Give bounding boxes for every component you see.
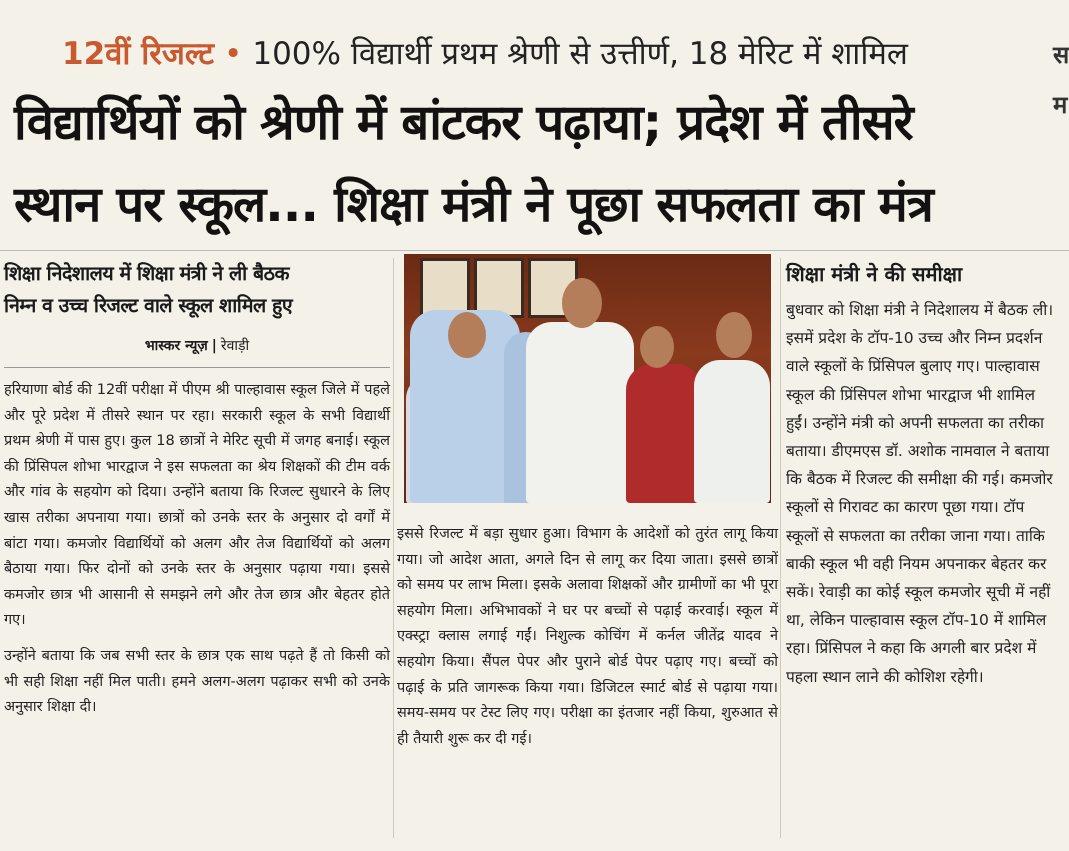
left-column: [4, 258, 390, 731]
photo-head-6: [716, 312, 752, 358]
edge-letter-1: स: [1053, 41, 1069, 69]
photo-person-6: [694, 360, 770, 503]
subhead-2: निम्न व उच्च रिजल्ट वाले स्कूल शामिल हुए: [4, 294, 293, 317]
left-paragraph-1: हरियाणा बोर्ड की 12वीं परीक्षा में पीएम श्री पाल्हावास स्कूल जिले में पहले और पूरे प्रदेश में तीसरे स्थान पर रहा। सरकारी स्कूल के सभी विद्यार्थी प्रथम श्रेणी में पास हुए। कुल 18 छात्रों ने मेरिट सूची में जगह बनाई। स्कूल की प्रिंसिपल शोभा भारद्वाज ने इस सफलता का श्रेय शिक्षकों की टीम वर्क और गांव के सहयोग को दिया। उन्होंने बताया कि रिजल्ट सुधारने के लिए खास तरीका अपनाया गया। छात्रों को उनके स्तर के अनुसार दो वर्गों में बांटा गया। कमजोर विद्यार्थियों को अलग और तेज विद्यार्थियों को अलग बैठाया गया। फिर दोनों को उनके स्तर के अनुसार पढ़ाया गया। इससे कमजोर छात्र भी आसानी से समझने लगे और तेज छात्र और बेहतर होते गए।: [4, 382, 390, 629]
right-column-title: शिक्षा मंत्री ने की समीक्षा: [786, 262, 963, 286]
kicker-tag: 12वीं रिजल्ट: [62, 36, 215, 72]
left-body: [4, 378, 390, 721]
adjacent-article-edge: [1053, 30, 1069, 130]
byline: [4, 336, 390, 355]
column-divider-left: [393, 258, 394, 838]
byline-place: रेवाड़ी: [220, 338, 250, 354]
kicker-line: [62, 28, 1022, 80]
column-divider-right: [780, 258, 781, 838]
portrait-frame-1: [420, 258, 470, 318]
byline-separator: |: [211, 338, 217, 354]
byline-rule: [4, 367, 390, 368]
news-photo: [404, 254, 771, 503]
edge-letter-2: म: [1053, 91, 1068, 119]
subhead-1: शिक्षा निदेशालय में शिक्षा मंत्री ने ली बैठक: [4, 262, 289, 285]
photo-head-5: [640, 326, 674, 368]
headline: [14, 82, 1054, 246]
photo-person-4: [526, 322, 634, 503]
kicker-bullet: •: [224, 36, 243, 72]
top-divider: [0, 250, 1069, 251]
right-column-body: बुधवार को शिक्षा मंत्री ने निदेशालय में बैठक ली। इसमें प्रदेश के टॉप-10 उच्च और निम्न प्रदर्शन वाले स्कूलों के प्रिंसिपल बुलाए गए। पाल्हावास स्कूल की प्रिंसिपल शोभा भारद्वाज भी शामिल हुईं। उन्होंने मंत्री को अपनी सफलता का तरीका बताया। डीएमएस डॉ. अशोक नामवाल ने बताया कि बैठक में रिजल्ट की समीक्षा की गई। कमजोर स्कूलों से गिरावट का कारण पूछा गया। टॉप स्कूलों से सफलता का तरीका जाना गया। ताकि बाकी स्कूल भी वही नियम अपनाकर बेहतर कर सकें। रेवाड़ी का कोई स्कूल कमजोर सूची में नहीं था, लेकिन पाल्हावास स्कूल टॉप-10 में शामिल रहा। प्रिंसिपल ने कहा कि अगली बार प्रदेश में पहला स्थान लाने की कोशिश रहेगी।: [786, 301, 1054, 686]
left-paragraph-2: उन्होंने बताया कि जब सभी स्तर के छात्र एक साथ पढ़ते हैं तो किसी को भी सही शिक्षा नहीं मिल पाती। हमने अलग-अलग पढ़ाकर सभी को उनके अनुसार शिक्षा दी।: [4, 647, 390, 716]
portrait-frame-2: [474, 258, 524, 318]
headline-line-2: स्थान पर स्कूल... शिक्षा मंत्री ने पूछा सफलता का मंत्र: [14, 176, 933, 233]
photo-person-5: [626, 364, 702, 503]
kicker-text: 100% विद्यार्थी प्रथम श्रेणी से उत्तीर्ण, 18 मेरिट में शामिल: [252, 36, 908, 72]
right-column: [786, 258, 1056, 691]
photo-head-2: [448, 312, 486, 358]
middle-column-body: इससे रिजल्ट में बड़ा सुधार हुआ। विभाग के आदेशों को तुरंत लागू किया गया। जो आदेश आता, अगले दिन से लागू कर दिया जाता। इससे छात्रों को समय पर लाभ मिला। इसके अलावा शिक्षकों और ग्रामीणों का भी पूरा सहयोग मिला। अभिभावकों ने घर पर बच्चों से पढ़ाई करवाई। स्कूल में एक्स्ट्रा क्लास लगाई गईं। निशुल्क कोचिंग में कर्नल जीतेंद्र यादव ने सहयोग किया। सैंपल पेपर और पुराने बोर्ड पेपर पढ़ाए गए। बच्चों को पढ़ाई के प्रति जागरूक किया गया। डिजिटल स्मार्ट बोर्ड से पढ़ाया गया। समय-समय पर टेस्ट लिए गए। परीक्षा का इंतजार नहीं किया, शुरुआत से ही तैयारी शुरू कर दी गई।: [397, 526, 778, 747]
headline-line-1: विद्यार्थियों को श्रेणी में बांटकर पढ़ाया; प्रदेश में तीसरे: [14, 94, 913, 151]
photo-head-4: [562, 278, 602, 328]
byline-source: भास्कर न्यूज़: [144, 338, 208, 354]
